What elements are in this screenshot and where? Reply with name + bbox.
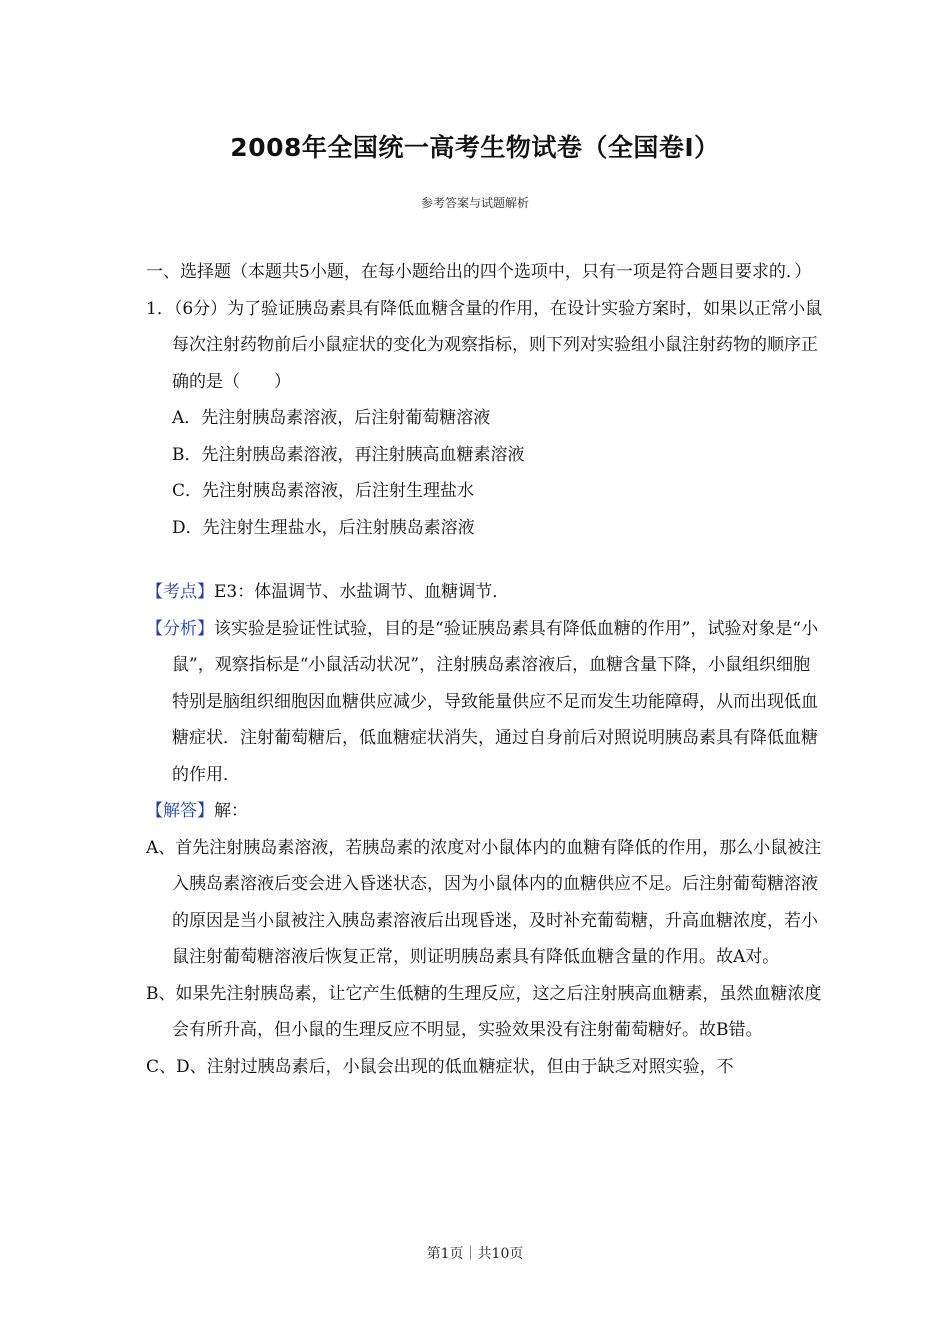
fenxi-label: 【分析】 [146, 618, 214, 639]
option-d: D．先注射生理盐水，后注射胰岛素溶液 [172, 517, 475, 538]
section-heading: 一、选择题（本题共5小题，在每小题给出的四个选项中，只有一项是符合题目要求的．） [146, 262, 812, 282]
answer-a: A、首先注射胰岛素溶液，若胰岛素的浓度对小鼠体内的血糖有降低的作用，那么小鼠被注入胰岛素溶液后变会进入昏迷状态，因为小鼠体内的血糖供应不足。后注射葡萄糖溶液的原因是当小鼠被注入胰岛素溶液后出现昏迷，及时补充葡萄糖，升高血糖浓度，若小鼠注射葡萄糖溶液后恢复正常，则证明胰岛素具有降低血糖含量的作用。故A对。 [146, 837, 822, 967]
fenxi-text: 该实验是验证性试验，目的是“验证胰岛素具有降低血糖的作用”，试验对象是“小鼠”，观察指标是“小鼠活动状况”，注射胰岛素溶液后，血糖含量下降，小鼠组织细胞特别是脑组织细胞因血糖供应减少，导致能量供应不足而发生功能障碍，从而出现低血糖症状．注射葡萄糖后，低血糖症状消失，通过自身前后对照说明胰岛素具有降低血糖的作用． [172, 618, 819, 785]
jieda-label: 【解答】 [146, 801, 214, 821]
jieda-text: 解： [214, 801, 248, 821]
page-title: 2008年全国统一高考生物试卷（全国卷Ⅰ） [230, 133, 720, 162]
option-c: C．先注射胰岛素溶液，后注射生理盐水 [172, 481, 475, 501]
jieda-block [146, 793, 826, 830]
document-body [146, 254, 826, 1085]
page-subtitle: 参考答案与试题解析 [420, 196, 529, 210]
option-b: B．先注射胰岛素溶液，再注射胰高血糖素溶液 [172, 444, 525, 465]
spacer [146, 546, 826, 574]
page-footer: 第1页｜共10页 [426, 1246, 524, 1262]
kaodian-text: E3：体温调节、水盐调节、血糖调节． [214, 582, 510, 602]
question-stem: 1．（6分）为了验证胰岛素具有降低血糖含量的作用，在设计实验方案时，如果以正常小鼠每次注射药物前后小鼠症状的变化为观察指标，则下列对实验组小鼠注射药物的顺序正确的是（ ） [146, 298, 823, 392]
answer-b: B、如果先注射胰岛素，让它产生低糖的生理反应，这之后注射胰高血糖素，虽然血糖浓度会有所升高，但小鼠的生理反应不明显，实验效果没有注射葡萄糖好。故B错。 [146, 983, 822, 1040]
option-a: A．先注射胰岛素溶液，后注射葡萄糖溶液 [172, 408, 491, 428]
fenxi-block [146, 611, 826, 794]
kaodian-label: 【考点】 [146, 582, 214, 602]
answer-cd: C、D、注射过胰岛素后，小鼠会出现的低血糖症状，但由于缺乏对照实验，不 [146, 1056, 734, 1077]
kaodian-block [146, 574, 826, 611]
